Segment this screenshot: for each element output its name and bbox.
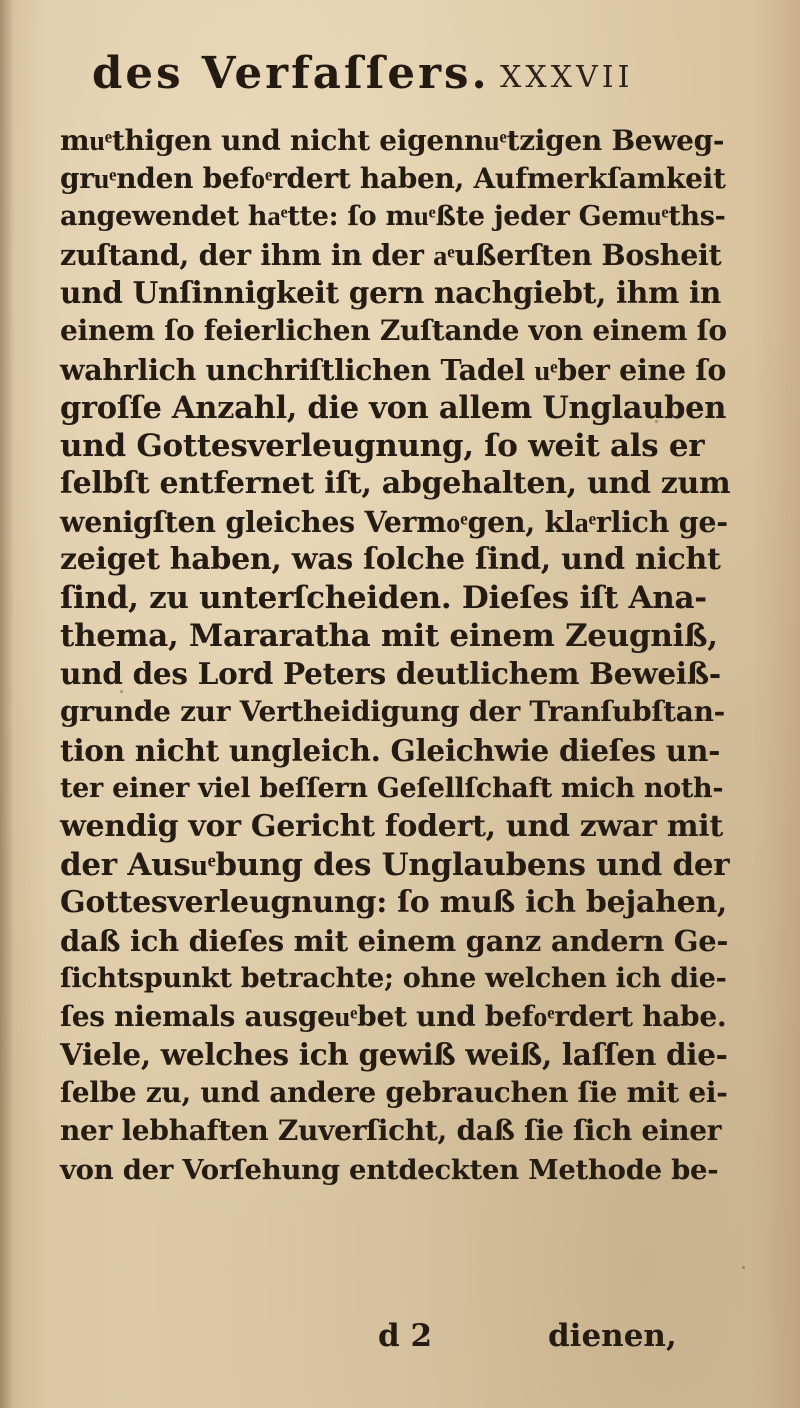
text-line: ſelbſt entfernet iſt, abgehalten, und zum	[60, 465, 731, 501]
paper-speck	[655, 420, 658, 423]
running-head-title: des Verfaſſers.	[92, 48, 490, 99]
text-line: und Gottesverleugnung, ſo weit als er	[60, 427, 705, 464]
text-line: Gottesverleugnung: ſo muß ich bejahen,	[60, 884, 728, 920]
paper-speck	[742, 1266, 745, 1269]
signature-mark: d 2	[378, 1318, 433, 1354]
running-head	[0, 48, 800, 108]
text-line: wenigſten gleiches Vermoͤgen, klaͤrlich ge-	[60, 504, 728, 539]
text-line: ſichtspunkt betrachte; ohne welchen ich die-	[60, 963, 727, 995]
text-line: zuſtand, der ihm in der aͤußerſten Bosheit	[60, 238, 722, 273]
text-line: angewendet haͤtte: ſo muͤßte jeder Gemuͤths-	[60, 201, 726, 233]
page-footer	[0, 1318, 800, 1368]
text-line: daß ich dieſes mit einem ganz andern Ge-	[60, 923, 729, 958]
paper-speck	[120, 690, 123, 693]
text-line: Viele, welches ich gewiß weiß, laſſen die-	[60, 1037, 728, 1073]
text-line: von der Vorſehung entdeckten Methode be-	[60, 1153, 719, 1186]
text-line: ter einer viel beſſern Geſellſchaft mich noth-	[60, 772, 724, 804]
text-line: wahrlich unchriſtlichen Tadel uͤber eine ſo	[60, 352, 727, 387]
page-number: XXXVII	[500, 60, 634, 95]
text-line: und des Lord Peters deutlichem Beweiß-	[60, 656, 721, 692]
text-line: groſſe Anzahl, die von allem Unglauben	[60, 389, 727, 426]
text-line: ſes niemals ausgeuͤbet und befoͤrdert habe.	[60, 1000, 727, 1034]
text-line: wendig vor Gericht fodert, und zwar mit	[60, 808, 723, 844]
text-line: der Ausuͤbung des Unglaubens und der	[60, 846, 730, 883]
text-line: zeiget haben, was ſolche ſind, und nicht	[60, 542, 721, 578]
text-line: ſind, zu unterſcheiden. Dieſes iſt Ana-	[60, 580, 707, 617]
text-line: ner lebhaften Zuverſicht, daß ſie ſich einer	[60, 1114, 722, 1148]
page-gutter-shadow	[0, 0, 14, 1408]
text-line: grunde zur Vertheidigung der Tranſubſtan-	[60, 695, 725, 729]
text-line: einem ſo feierlichen Zuſtande von einem ſo	[60, 314, 727, 348]
catchword: dienen,	[548, 1318, 677, 1354]
text-line: tion nicht ungleich. Gleichwie dieſes un-	[60, 732, 721, 768]
text-line: gruͤnden befoͤrdert haben, Aufmerkſamkeit	[60, 162, 726, 196]
text-line: thema, Mararatha mit einem Zeugniß,	[60, 618, 718, 655]
text-line: muͤthigen und nicht eigennuͤtzigen Beweg-	[60, 124, 725, 157]
text-line: ſelbe zu, und andere gebrauchen ſie mit ei-	[60, 1076, 728, 1110]
body-text	[60, 122, 731, 1189]
text-line: und Unſinnigkeit gern nachgiebt, ihm in	[60, 275, 722, 311]
